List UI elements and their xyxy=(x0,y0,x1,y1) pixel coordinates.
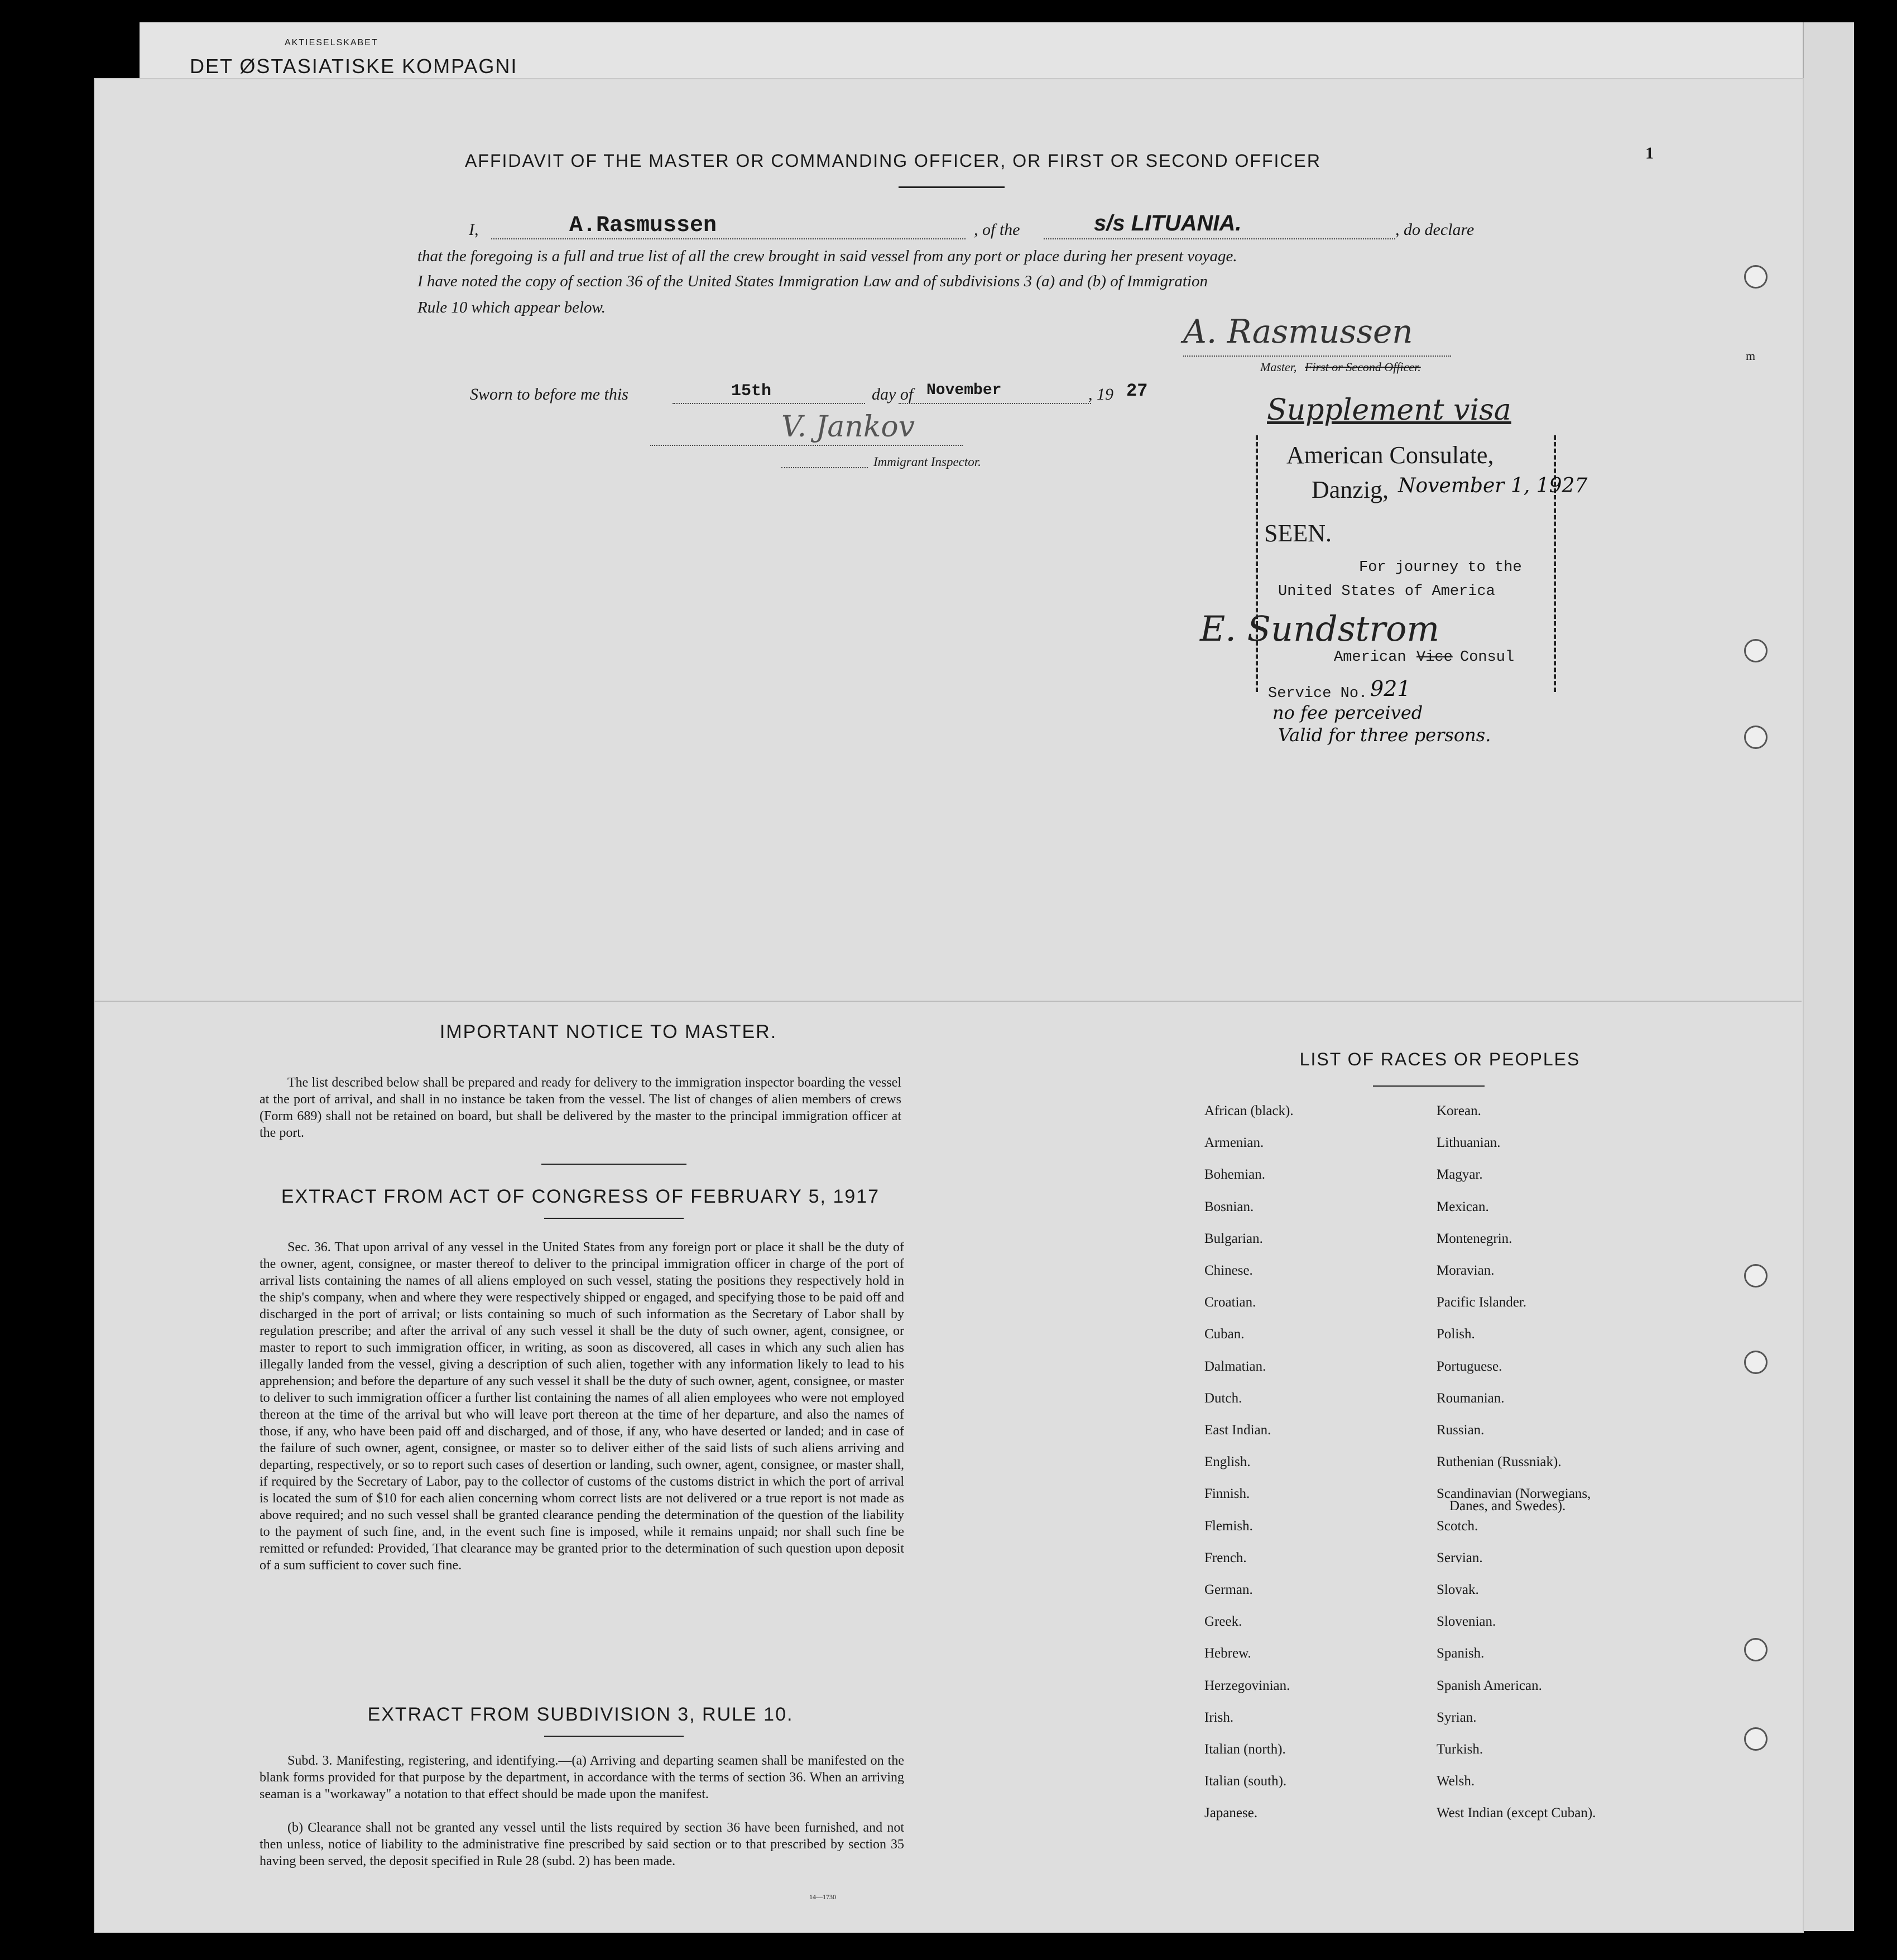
race-item: Irish. xyxy=(1204,1710,1234,1725)
company-small-label: AKTIESELSKABET xyxy=(285,38,378,47)
race-item: Chinese. xyxy=(1204,1263,1253,1278)
declaration-suffix: , do declare xyxy=(1395,220,1475,239)
stamp-note-2: Valid for three persons. xyxy=(1278,724,1491,746)
fold-line xyxy=(94,1001,1802,1002)
race-item: Moravian. xyxy=(1437,1263,1495,1278)
form-number: 14—1730 xyxy=(809,1893,836,1901)
race-item: Bohemian. xyxy=(1204,1167,1266,1182)
race-item: Bulgarian. xyxy=(1204,1231,1263,1246)
extract-act-text: Sec. 36. That upon arrival of any vessel in the United States from any foreign port or place it shall be the duty of the owner, agent, consignee, or master thereof to deliver to the principal immigration officer in charge of the port of arrival lists containing the names of all aliens employed on such vessel, stating the positions they respectively hold in the ship's company, when and where they were respectively shipped or engaged, and specifying those to be paid off and discharged in the port of arrival; or lists containing so much of such information as the Secretary of Labor shall by regulation prescribe; and after the arrival of any such vessel it shall be the duty of such owner, agent, consignee, or master to report to such immigration officer, in writing, as soon as discovered, all cases in which any such alien has illegally landed from the vessel, giving a description of such alien, together with any information likely to lead to his apprehension; and before the departure of any such vessel it shall be the duty of such owner, agent, consignee, or master to deliver to such immigration officer a further list containing the names of all alien employees who were not employed thereon at the time of the arrival but who will leave port thereon at the time of her departure, and also the names of those, if any, who have been paid off and discharged, and of those, if any, who have deserted or landed; and in case of the failure of such owner, agent, consignee, or master so to deliver either of the said lists of such aliens arriving and departing, respectively, or so to report such cases of desertion or landing, such owner, agent, consignee, or master shall, if required by the Secretary of Labor, pay to the collector of customs of the customs district in which the port of arrival is located the sum of $10 for each alien concerning whom correct lists are not delivered or a true report is not made as above required; and no such vessel shall be granted clearance pending the determination of the question of the liability to the payment of such fine, and, in the event such fine is imposed, while it remains unpaid; nor shall such fine be remitted or refunded: Provided, That clearance may be granted prior to the determination of such question upon deposit of a sum sufficient to cover such fine. xyxy=(260,1240,904,1573)
race-item: Cuban. xyxy=(1204,1327,1245,1342)
master-name: A.Rasmussen xyxy=(569,213,717,238)
inspector-signature-line xyxy=(650,444,963,446)
notice-text: The list described below shall be prepared and ready for delivery to the immigration inspector boarding the vessel at the port of arrival, and shall in no instance be taken from the vessel. The list of changes of alien members of crews (Form 689) shall not be retained on board, but shall be delivered by the master to the principal immigration officer at the port. xyxy=(260,1075,901,1140)
margin-mark: m xyxy=(1746,349,1756,363)
race-item: Spanish American. xyxy=(1437,1678,1542,1693)
company-name: DET ØSTASIATISKE KOMPAGNI xyxy=(190,55,518,78)
race-item: Montenegrin. xyxy=(1437,1231,1512,1246)
company-header xyxy=(190,38,518,78)
races-title: LIST OF RACES OR PEOPLES xyxy=(1299,1049,1581,1069)
punch-hole-icon xyxy=(1744,726,1768,749)
right-edge-sheet xyxy=(1803,22,1854,1931)
race-item: Pacific Islander. xyxy=(1437,1295,1527,1310)
affidavit-title: AFFIDAVIT OF THE MASTER OR COMMANDING OFFICER, OR FIRST OR SECOND OFFICER xyxy=(465,151,1321,171)
race-item: Roumanian. xyxy=(1437,1391,1505,1406)
extract-act-rule xyxy=(544,1218,684,1219)
stamp-date: November 1, 1927 xyxy=(1398,474,1588,497)
race-item: Portuguese. xyxy=(1437,1359,1502,1374)
race-item: Lithuanian. xyxy=(1437,1135,1501,1150)
affidavit-sheet xyxy=(94,78,1804,1933)
consul-signature: E. Sundstrom xyxy=(1200,608,1440,649)
service-number: 921 xyxy=(1370,676,1411,701)
extract-rule-text-b: (b) Clearance shall not be granted any vessel until the lists required by section 36 have been furnished, and not then unless, notice of liability to the administrative fine prescribed by said section or to that prescribed by section 35 having been served, the deposit specified in Rule 28 (subd. 2) has been made. xyxy=(260,1820,904,1868)
race-item: Dutch. xyxy=(1204,1391,1242,1406)
sworn-day: 15th xyxy=(731,382,772,401)
race-item: East Indian. xyxy=(1204,1423,1271,1438)
race-item: Russian. xyxy=(1437,1423,1485,1438)
race-item: Spanish. xyxy=(1437,1646,1485,1661)
race-item: Italian (south). xyxy=(1204,1774,1287,1789)
punch-hole-icon xyxy=(1744,1727,1768,1751)
race-item: Ruthenian (Russniak). xyxy=(1437,1454,1562,1469)
service-label: Service No. xyxy=(1268,685,1368,702)
race-item: Scandinavian (Norwegians, xyxy=(1437,1486,1591,1501)
race-item: Mexican. xyxy=(1437,1199,1489,1214)
race-item: Magyar. xyxy=(1437,1167,1483,1182)
race-item: Greek. xyxy=(1204,1614,1242,1629)
stamp-seen: SEEN. xyxy=(1264,520,1332,547)
declaration-line-4: Rule 10 which appear below. xyxy=(417,299,606,316)
sworn-day-of: day of xyxy=(872,385,914,403)
notice-title: IMPORTANT NOTICE TO MASTER. xyxy=(439,1021,777,1043)
declaration-line-2: that the foregoing is a full and true list of all the crew brought in said vessel from any port or place during her present voyage. xyxy=(417,247,1237,265)
race-item: Welsh. xyxy=(1437,1774,1475,1789)
race-item: Dalmatian. xyxy=(1204,1359,1266,1374)
race-item: English. xyxy=(1204,1454,1251,1469)
stamp-line-1: American Consulate, xyxy=(1286,441,1494,469)
extract-act-title: EXTRACT FROM ACT OF CONGRESS OF FEBRUARY 5, 1917 xyxy=(281,1186,880,1207)
extract-rule-rule xyxy=(544,1736,684,1737)
stamp-line-2: Danzig, xyxy=(1312,476,1389,503)
sworn-year-printed: , 19 xyxy=(1088,385,1113,403)
consul-title-b: Consul xyxy=(1460,649,1515,666)
race-item: Korean. xyxy=(1437,1103,1481,1118)
vessel-name: s/s LITUANIA. xyxy=(1094,211,1242,236)
sworn-month: November xyxy=(926,382,1002,399)
master-caption: Master, xyxy=(1260,360,1297,374)
stamp-journey-2: United States of America xyxy=(1278,583,1495,600)
inspector-signature: V. Jankov xyxy=(781,410,915,444)
inspector-caption: Immigrant Inspector. xyxy=(873,455,981,469)
race-item: Flemish. xyxy=(1204,1519,1253,1534)
notice-rule xyxy=(541,1164,686,1165)
sworn-prefix: Sworn to before me this xyxy=(470,385,628,403)
stamp-note-1: no fee perceived xyxy=(1272,702,1423,723)
race-item: Slovenian. xyxy=(1437,1614,1496,1629)
vessel-line xyxy=(1044,237,1395,239)
declaration-of: , of the xyxy=(974,220,1020,239)
sworn-month-line xyxy=(899,402,1091,404)
race-item: Finnish. xyxy=(1204,1486,1250,1501)
extract-rule-title: EXTRACT FROM SUBDIVISION 3, RULE 10. xyxy=(367,1704,794,1725)
race-item: French. xyxy=(1204,1550,1247,1565)
race-item: Italian (north). xyxy=(1204,1742,1286,1757)
race-item: Turkish. xyxy=(1437,1742,1483,1757)
title-rule xyxy=(899,186,1005,188)
race-item: Hebrew. xyxy=(1204,1646,1251,1661)
race-item: Polish. xyxy=(1437,1327,1475,1342)
consul-title-struck: Vice xyxy=(1416,649,1453,666)
margin-mark: 1 xyxy=(1645,144,1654,162)
master-signature: A. Rasmussen xyxy=(1183,313,1413,350)
race-item: Croatian. xyxy=(1204,1295,1256,1310)
sworn-year: 27 xyxy=(1126,381,1148,401)
stamp-handwritten-visa: Supplement visa xyxy=(1267,393,1511,427)
name-line xyxy=(491,237,966,239)
race-item: Slovak. xyxy=(1437,1582,1479,1597)
punch-hole-icon xyxy=(1744,1638,1768,1661)
race-item: West Indian (except Cuban). xyxy=(1437,1805,1596,1820)
consul-title-a: American xyxy=(1334,649,1406,666)
sworn-day-line xyxy=(673,402,865,404)
race-item: Japanese. xyxy=(1204,1805,1258,1820)
punch-hole-icon xyxy=(1744,265,1768,289)
race-item: Servian. xyxy=(1437,1550,1483,1565)
officer-caption-struck: First or Second Officer. xyxy=(1305,360,1421,374)
race-item: Syrian. xyxy=(1437,1710,1477,1725)
declaration-prefix: I, xyxy=(469,220,479,239)
race-item: Herzegovinian. xyxy=(1204,1678,1290,1693)
races-rule xyxy=(1373,1085,1485,1087)
race-item: Bosnian. xyxy=(1204,1199,1254,1214)
inspector-caption-line xyxy=(781,466,868,468)
master-signature-line xyxy=(1183,354,1451,357)
punch-hole-icon xyxy=(1744,1264,1768,1288)
race-item: German. xyxy=(1204,1582,1253,1597)
stamp-journey-1: For journey to the xyxy=(1359,559,1522,576)
punch-hole-icon xyxy=(1744,639,1768,662)
punch-hole-icon xyxy=(1744,1351,1768,1374)
declaration-line-3: I have noted the copy of section 36 of the United States Immigration Law and of subdivisions 3 (a) and (b) of Immigration xyxy=(417,272,1208,290)
extract-rule-text-a: Subd. 3. Manifesting, registering, and identifying.—(a) Arriving and departing seamen shall be manifested on the blank forms provided for that purpose by the department, in accordance with the terms of section 36. When an arriving seaman is a "workaway" a notation to that effect should be made upon the manifest. xyxy=(260,1754,904,1802)
race-item: Scotch. xyxy=(1437,1519,1478,1534)
race-item: Armenian. xyxy=(1204,1135,1264,1150)
race-item: Danes, and Swedes). xyxy=(1449,1498,1566,1514)
race-item: African (black). xyxy=(1204,1103,1294,1118)
